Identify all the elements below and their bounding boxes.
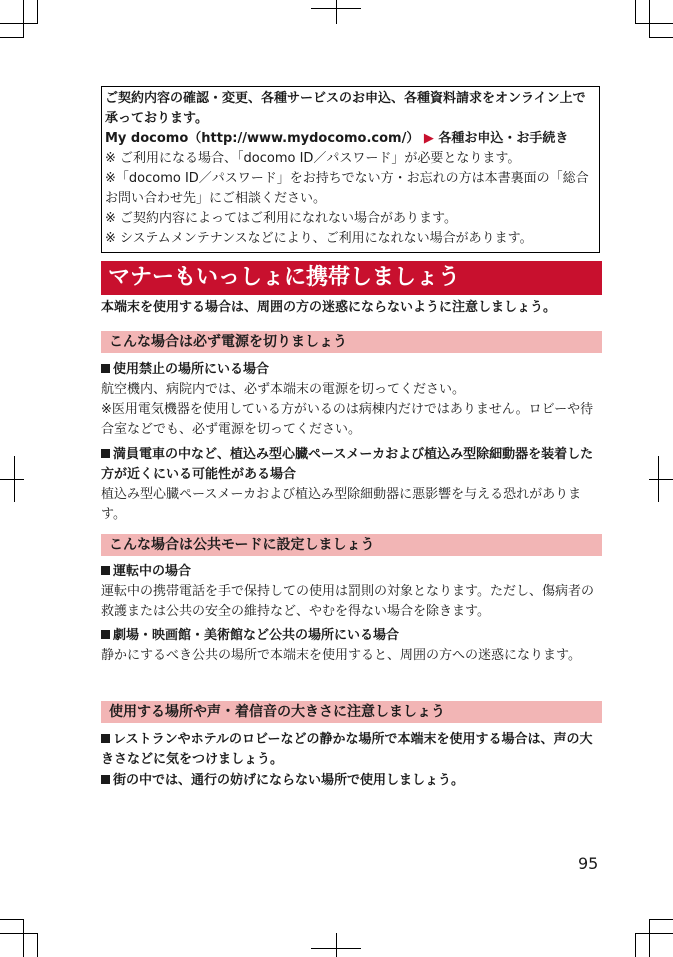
- info-box-menu-path: 各種お申込・お手続き: [433, 131, 569, 146]
- item-body: 運転中の携帯電話を手で保持しての使用は罰則の対象となります。ただし、傷病者の救護または公共の安全の維持など、やむを得ない場合を除きます。: [101, 584, 594, 619]
- item-body: 植込み型心臓ペースメーカおよび植込み型除細動器に悪影響を与える恐れがあります。: [101, 487, 582, 522]
- page-number: 95: [578, 854, 599, 873]
- item-heading-text: 使用禁止の場所にいる場合: [113, 362, 270, 377]
- arrow-right-icon: ▶: [423, 131, 434, 146]
- item-heading: [101, 730, 602, 770]
- square-bullet-icon: [101, 449, 110, 458]
- item-heading: [101, 360, 602, 380]
- square-bullet-icon: [101, 734, 110, 743]
- page-title: マナーもいっしょに携帯しましょう: [101, 261, 602, 295]
- info-note: ※「docomo ID／パスワード」をお持ちでない方・お忘れの方は本書裏面の「総合お問い合わせ先」にご相談ください。: [105, 171, 589, 206]
- section-item: [101, 730, 602, 770]
- info-box-line2: [105, 129, 597, 149]
- section-heading: こんな場合は必ず電源を切りましょう: [101, 331, 602, 353]
- info-note: ※ ご契約内容によってはご利用になれない場合があります。: [105, 211, 457, 226]
- item-body: 静かにするべき公共の場所で本端末を使用すると、周囲の方への迷惑になります。: [101, 648, 581, 663]
- square-bullet-icon: [101, 364, 110, 373]
- square-bullet-icon: [101, 630, 110, 639]
- item-heading: [101, 562, 602, 582]
- mydocomo-link[interactable]: My docomo（http://www.mydocomo.com/）: [105, 131, 420, 146]
- item-heading-text: 運転中の場合: [113, 564, 192, 579]
- info-note: ※ ご利用になる場合、「docomo ID／パスワード」が必要となります。: [105, 151, 521, 166]
- item-heading: [101, 445, 602, 485]
- info-note: ※ システムメンテナンスなどにより、ご利用になれない場合があります。: [105, 231, 533, 246]
- section-item: [101, 771, 602, 791]
- section-item: [101, 626, 602, 666]
- square-bullet-icon: [101, 566, 110, 575]
- docomo-info-box: [101, 86, 600, 253]
- square-bullet-icon: [101, 775, 110, 784]
- section-item: [101, 445, 602, 525]
- item-heading-text: レストランやホテルのロビーなどの静かな場所で本端末を使用する場合は、声の大きさなどに気をつけましょう。: [101, 732, 593, 767]
- item-heading-text: 街の中では、通行の妨げにならない場所で使用しましょう。: [113, 773, 465, 788]
- section-heading: 使用する場所や声・着信音の大きさに注意しましょう: [101, 701, 602, 723]
- item-heading: [101, 626, 602, 646]
- item-heading: [101, 771, 602, 791]
- item-heading-text: 満員電車の中など、植込み型心臓ペースメーカおよび植込み型除細動器を装着した方が近くにいる可能性がある場合: [101, 447, 594, 482]
- item-heading-text: 劇場・映画館・美術館など公共の場所にいる場合: [113, 628, 400, 643]
- item-body: 航空機内、病院内では、必ず本端末の電源を切ってください。 ※医用電気機器を使用している方がいるのは病棟内だけではありません。ロビーや待合室などでも、必ず電源を切ってください。: [101, 382, 594, 437]
- info-box-line1: ご契約内容の確認・変更、各種サービスのお申込、各種資料請求をオンライン上で承っております。: [105, 91, 586, 126]
- section-item: [101, 360, 602, 440]
- section-item: [101, 562, 602, 622]
- intro-text: 本端末を使用する場合は、周囲の方の迷惑にならないように注意しましょう。: [101, 300, 557, 315]
- section-heading: こんな場合は公共モードに設定しましょう: [101, 534, 602, 556]
